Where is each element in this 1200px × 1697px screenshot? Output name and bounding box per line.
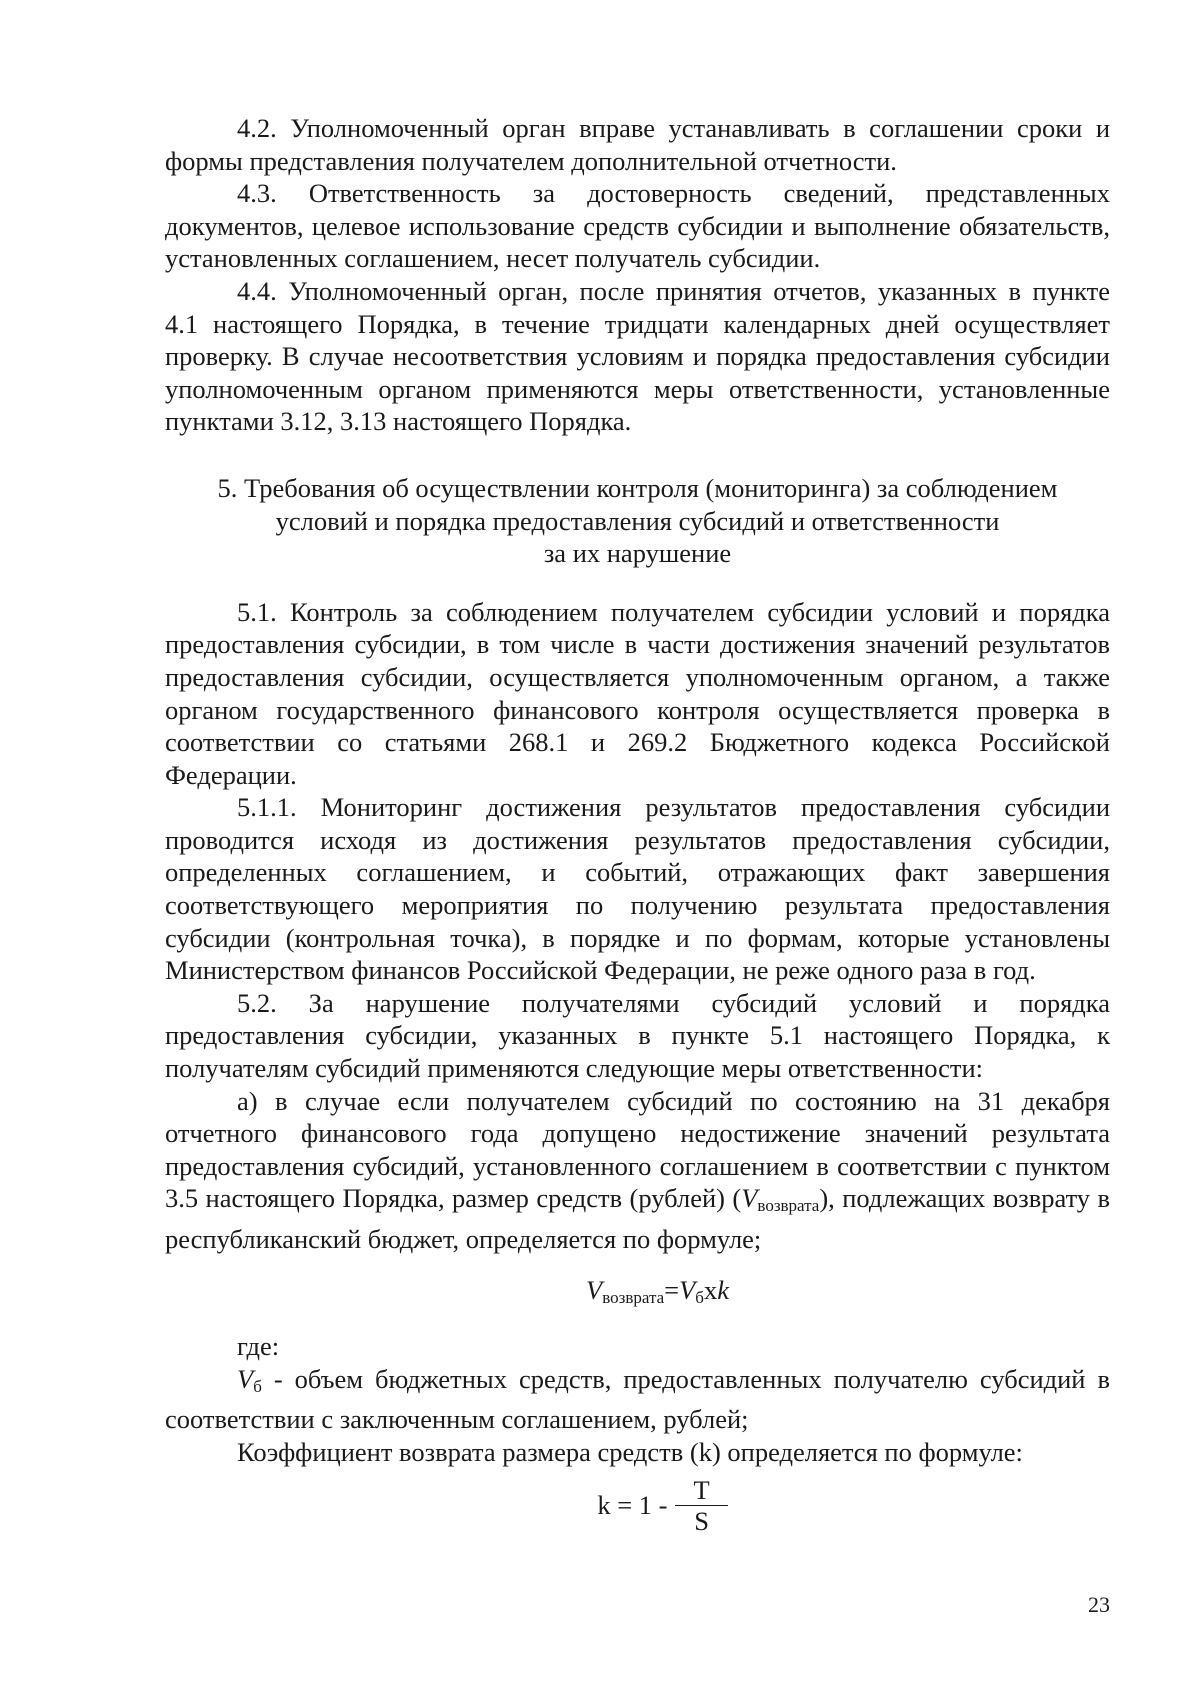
vb-definition xyxy=(165,1363,1110,1436)
formula-equals: = xyxy=(664,1274,680,1305)
section-5-heading xyxy=(165,472,1110,570)
v-return-subscript: возврата xyxy=(757,1196,820,1216)
k-formula-denominator: S xyxy=(694,1505,709,1536)
paragraph-5-1: 5.1. Контроль за соблюдением получателем субсидии условий и порядка предоставления субсидии, в том числе в части достижения значений результатов предоставления субсидии, осуществляется уполномоченным органом, а также органом государственного финансового контроля осуществляется проверка в соответствии со статьями 268.1 и 269.2 Бюджетного кодекса Российской Федерации. xyxy=(165,596,1110,790)
formula-k-symbol: k xyxy=(717,1274,729,1305)
paragraph-4-4: 4.4. Уполномоченный орган, после принятия отчетов, указанных в пункте 4.1 настоящего Порядка, в течение тридцати календарных дней осуществляет проверку. В случае несоответствия условиям и порядка предоставления субсидии уполномоченным органом применяются меры ответственности, установленные пунктами 3.12, 3.13 настоящего Порядка. xyxy=(165,275,1110,437)
k-formula-numerator: T xyxy=(675,1475,727,1506)
v-return-symbol: V xyxy=(741,1183,758,1214)
paragraph-4-2: 4.2. Уполномоченный орган вправе устанавливать в соглашении сроки и формы представления получателем дополнительной отчетности. xyxy=(165,113,1110,176)
paragraph-5-1-1: 5.1.1. Мониторинг достижения результатов предоставления субсидии проводится исходя из достижения результатов предоставления субсидии, определенных соглашением, и событий, отражающих факт завершения соответствующего мероприятия по получению результата предоставления субсидии (контрольная точка), в порядке и по формам, которые установлены Министерством финансов Российской Федерации, не реже одного раза в год. xyxy=(165,792,1110,986)
formula-times: х xyxy=(703,1274,718,1305)
paragraph-a-text-after: ), подлежащих возврату в республиканский бюджет, определяется по формуле; xyxy=(165,1183,1110,1254)
paragraph-a xyxy=(165,1085,1110,1256)
k-formula-fraction xyxy=(675,1475,727,1536)
page-number: 23 xyxy=(1088,1592,1110,1617)
document-page xyxy=(165,112,1110,1536)
paragraph-4-3: 4.3. Ответственность за достоверность сведений, представленных документов, целевое использование средств субсидии и выполнение обязательств, установленных соглашением, несет получатель субсидии. xyxy=(165,178,1110,274)
vb-symbol: V xyxy=(237,1363,254,1394)
k-coefficient-intro: Коэффициент возврата размера средств (k) определяется по формуле: xyxy=(237,1436,1023,1467)
section-5-heading-line-2: условий и порядка предоставления субсидий и ответственности xyxy=(275,505,1000,536)
section-5-heading-line-3: за их нарушение xyxy=(543,538,732,569)
paragraph-5-2: 5.2. За нарушение получателями субсидий условий и порядка предоставления субсидии, указанных в пункте 5.1 настоящего Порядка, к получателям субсидий применяются следующие меры ответственности: xyxy=(165,987,1110,1084)
paragraph-a-text-before: а) в случае если получателем субсидий по состоянию на 31 декабря отчетного финансового года допущено недостижение значений результата предоставления субсидий, установленного соглашением в соответствии с пунктом 3.5 настоящего Порядка, размер средств (рублей) ( xyxy=(165,1085,1110,1214)
vb-definition-text: - объем бюджетных средств, предоставленных получателю субсидий в соответствии с заключенным соглашением, рублей; xyxy=(165,1363,1111,1435)
formula-vb-symbol: V xyxy=(679,1274,696,1305)
k-formula-lhs: k = 1 - xyxy=(597,1489,668,1520)
return-volume-formula xyxy=(165,1274,1110,1315)
formula-return-subscript: возврата xyxy=(602,1287,665,1307)
k-coefficient-formula xyxy=(165,1475,1110,1536)
formula-b-subscript: б xyxy=(695,1287,704,1307)
section-5-heading-line-1: 5. Требования об осуществлении контроля (мониторинга) за соблюдением xyxy=(217,472,1058,503)
where-label: где: xyxy=(237,1331,280,1362)
vb-subscript: б xyxy=(253,1376,262,1396)
formula-v-symbol: V xyxy=(586,1274,603,1305)
